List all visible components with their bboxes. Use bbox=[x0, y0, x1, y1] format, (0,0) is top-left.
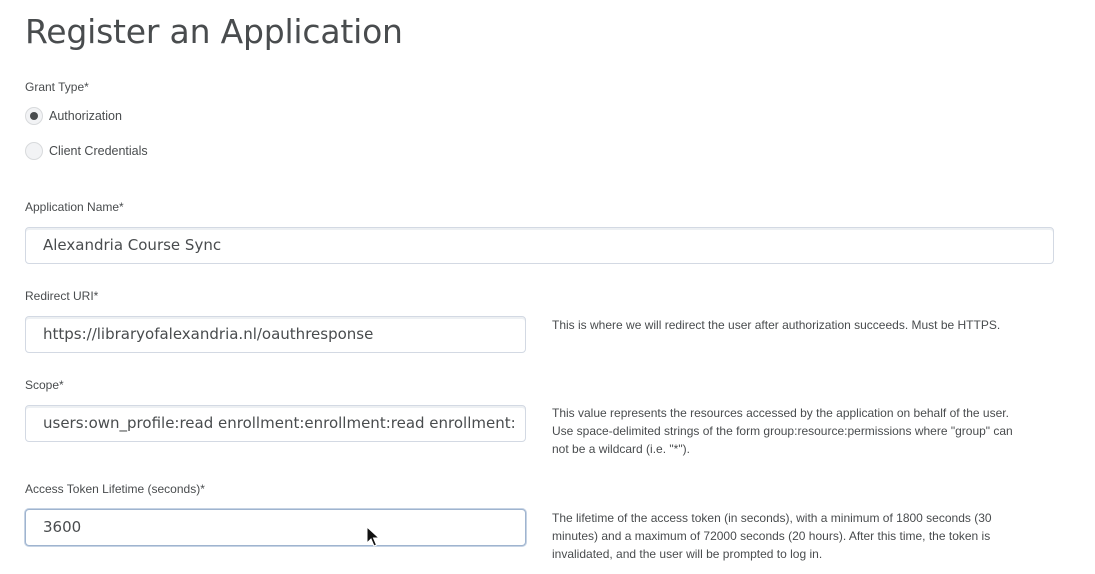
radio-label-client-credentials: Client Credentials bbox=[49, 144, 148, 158]
scope-help bbox=[552, 404, 1052, 458]
radio-authorization[interactable] bbox=[25, 105, 122, 127]
access-token-help-line: minutes) and a maximum of 72000 seconds (20 hours). After this time, the token is bbox=[552, 529, 991, 543]
scope-label: Scope* bbox=[25, 378, 64, 392]
access-token-lifetime-label: Access Token Lifetime (seconds)* bbox=[25, 482, 205, 496]
access-token-help-line: The lifetime of the access token (in seconds), with a minimum of 1800 seconds (30 bbox=[552, 511, 992, 525]
page-title: Register an Application bbox=[25, 12, 403, 51]
scope-help-line: not be a wildcard (i.e. "*"). bbox=[552, 442, 690, 456]
scope-input[interactable]: users:own_profile:read enrollment:enrollment:read enrollment: bbox=[25, 405, 526, 442]
redirect-uri-help: This is where we will redirect the user after authorization succeeds. Must be HTTPS. bbox=[552, 318, 1001, 332]
grant-type-label: Grant Type* bbox=[25, 80, 89, 94]
access-token-help-line: invalidated, and the user will be prompted to log in. bbox=[552, 547, 823, 561]
radio-button-client-credentials[interactable] bbox=[25, 142, 43, 160]
application-name-input[interactable]: Alexandria Course Sync bbox=[25, 227, 1054, 264]
redirect-uri-label: Redirect URI* bbox=[25, 289, 99, 303]
access-token-lifetime-help bbox=[552, 509, 1052, 563]
scope-help-line: This value represents the resources accessed by the application on behalf of the user. bbox=[552, 406, 1009, 420]
scope-help-line: Use space-delimited strings of the form group:resource:permissions where "group" can bbox=[552, 424, 1013, 438]
radio-label-authorization: Authorization bbox=[49, 109, 122, 123]
radio-client-credentials[interactable] bbox=[25, 140, 148, 162]
radio-button-authorization[interactable] bbox=[25, 107, 43, 125]
redirect-uri-input[interactable]: https://libraryofalexandria.nl/oauthresponse bbox=[25, 316, 526, 353]
application-name-label: Application Name* bbox=[25, 200, 124, 214]
access-token-lifetime-input[interactable]: 3600 bbox=[25, 509, 526, 546]
radio-dot-icon bbox=[30, 112, 38, 120]
